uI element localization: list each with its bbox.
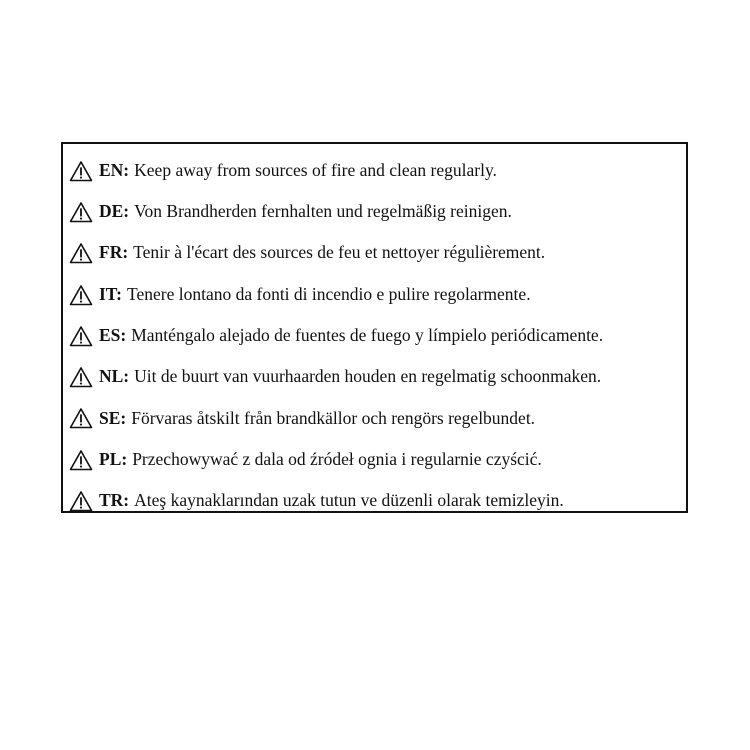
warning-line-it <box>69 274 682 315</box>
language-code: PL: <box>99 448 128 469</box>
warning-line-tr <box>69 480 682 521</box>
warning-text: Tenir à l'écart des sources de feu et nettoyer régulièrement. <box>133 242 546 263</box>
language-code: DE: <box>99 201 130 222</box>
warning-text: Uit de buurt van vuurhaarden houden en regelmatig schoonmaken. <box>134 366 602 387</box>
language-code: EN: <box>99 159 130 180</box>
language-code: ES: <box>99 325 127 346</box>
warning-triangle-icon <box>69 407 93 429</box>
warning-text: Ateş kaynaklarından uzak tutun ve düzenli olarak temizleyin. <box>134 490 564 511</box>
warning-triangle-icon <box>69 449 93 471</box>
warning-text: Manténgalo alejado de fuentes de fuego y límpielo periódicamente. <box>131 325 604 346</box>
warning-line-en <box>69 150 682 191</box>
warning-triangle-icon <box>69 160 93 182</box>
warning-line-fr <box>69 233 682 274</box>
warning-line-es <box>69 315 682 356</box>
warning-line-nl <box>69 356 682 397</box>
warning-text: Förvaras åtskilt från brandkällor och rengörs regelbundet. <box>131 407 536 428</box>
warning-triangle-icon <box>69 201 93 223</box>
warning-triangle-icon <box>69 284 93 306</box>
warning-line-de <box>69 191 682 232</box>
language-code: NL: <box>99 366 130 387</box>
warning-line-se <box>69 398 682 439</box>
language-code: TR: <box>99 490 130 511</box>
warning-text: Von Brandherden fernhalten und regelmäßig reinigen. <box>134 201 512 222</box>
warning-triangle-icon <box>69 325 93 347</box>
warning-list <box>69 150 682 522</box>
warning-triangle-icon <box>69 242 93 264</box>
warning-triangle-icon <box>69 366 93 388</box>
language-code: FR: <box>99 242 129 263</box>
language-code: IT: <box>99 283 123 304</box>
warning-text: Tenere lontano da fonti di incendio e pulire regolarmente. <box>127 283 531 304</box>
warning-line-pl <box>69 439 682 480</box>
warning-triangle-icon <box>69 490 93 512</box>
language-code: SE: <box>99 407 127 428</box>
warning-text: Przechowywać z dala od źródeł ognia i regularnie czyścić. <box>132 448 542 469</box>
warning-text: Keep away from sources of fire and clean regularly. <box>134 159 497 180</box>
warning-box <box>61 142 688 513</box>
